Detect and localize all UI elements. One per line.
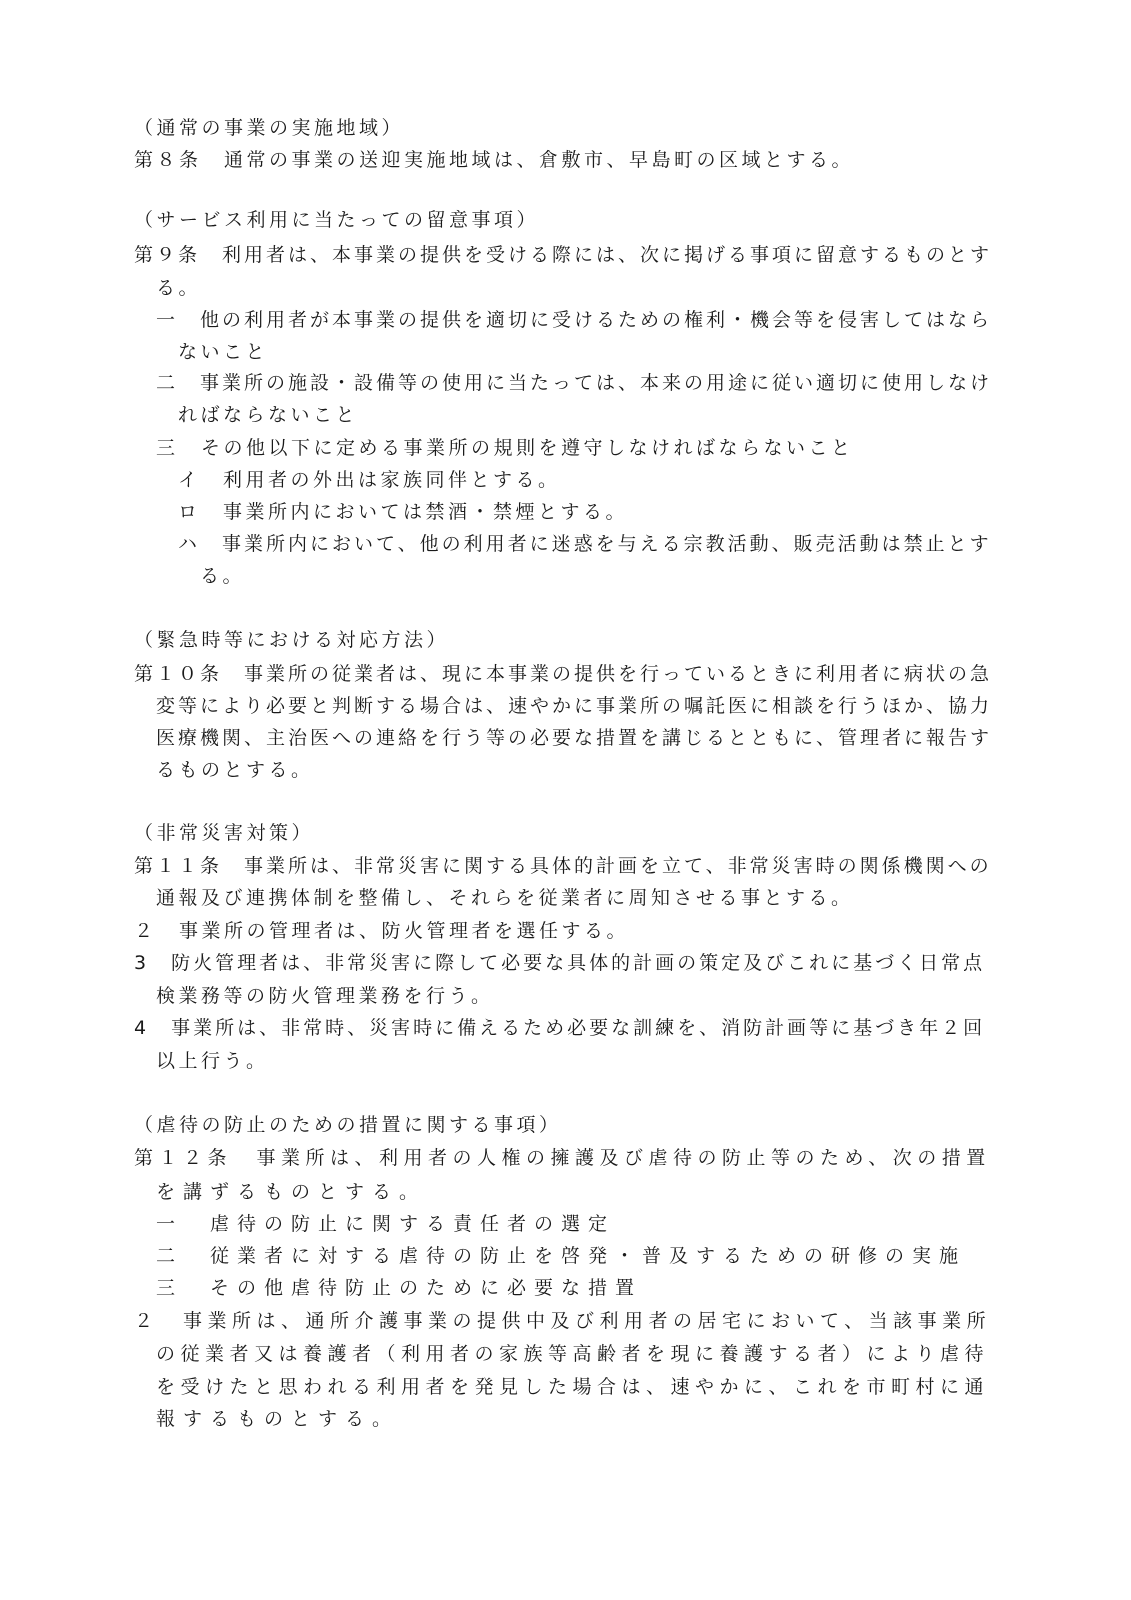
article-9-item-3: 三 その他以下に定める事業所の規則を遵守しなければならないこと xyxy=(156,437,854,459)
article-11-para-2: ２ 事業所の管理者は、防火管理者を選任する。 xyxy=(134,920,630,942)
article-10-text-cont-2: 医療機関、主治医への連絡を行う等の必要な措置を講じるとともに、管理者に報告す xyxy=(156,727,993,749)
article-9-item-2-cont: ればならないこと xyxy=(178,404,359,426)
article-10-text: 第１０条 事業所の従業者は、現に本事業の提供を行っているときに利用者に病状の急 xyxy=(134,663,993,685)
article-12-item-3: 三 その他虐待防止のために必要な措置 xyxy=(156,1277,643,1299)
article-12-text: 第１２条 事業所は、利用者の人権の擁護及び虐待の防止等のため、次の措置 xyxy=(134,1147,991,1169)
article-9-item-1-cont: ないこと xyxy=(178,341,269,363)
article-11-para-4: 4 事業所は、非常時、災害時に備えるため必要な訓練を、消防計画等に基づき年２回 xyxy=(134,1017,986,1039)
article-9-text-cont: る。 xyxy=(156,277,202,299)
article-9-item-1: 一 他の利用者が本事業の提供を適切に受けるための権利・機会等を侵害してはなら xyxy=(156,309,993,331)
article-9-text: 第９条 利用者は、本事業の提供を受ける際には、次に掲げる事項に留意するものとす xyxy=(134,244,993,266)
article-9-subitem-ha-cont: る。 xyxy=(200,565,246,587)
article-9-item-2: 二 事業所の施設・設備等の使用に当たっては、本来の用途に従い適切に使用しなけ xyxy=(156,372,993,394)
article-12-text-cont: を講ずるものとする。 xyxy=(156,1181,427,1203)
article-9-subitem-i: イ 利用者の外出は家族同伴とする。 xyxy=(178,469,561,491)
article-8-heading: （通常の事業の実施地域） xyxy=(134,117,405,139)
article-10-heading: （緊急時等における対応方法） xyxy=(134,629,450,651)
article-12-para-2-cont-1: の従業者又は養護者（利用者の家族等高齢者を現に養護する者）により虐待 xyxy=(156,1343,990,1365)
article-12-heading: （虐待の防止のための措置に関する事項） xyxy=(134,1114,562,1136)
article-10-text-cont-1: 変等により必要と判断する場合は、速やかに事業所の嘱託医に相談を行うほか、協力 xyxy=(156,695,993,717)
article-11-para-3: 3 防火管理者は、非常災害に際して必要な具体的計画の策定及びこれに基づく日常点 xyxy=(134,952,986,974)
article-10-text-cont-3: るものとする。 xyxy=(156,759,314,781)
article-12-item-1: 一 虐待の防止に関する責任者の選定 xyxy=(156,1213,616,1235)
article-12-item-2: 二 従業者に対する虐待の防止を啓発・普及するための研修の実施 xyxy=(156,1245,967,1267)
article-12-para-2-cont-2: を受けたと思われる利用者を発見した場合は、速やかに、これを市町村に通 xyxy=(156,1376,990,1398)
article-8-text: 第８条 通常の事業の送迎実施地域は、倉敷市、早島町の区域とする。 xyxy=(134,149,855,171)
article-11-heading: （非常災害対策） xyxy=(134,822,315,844)
article-12-para-2: ２ 事業所は、通所介護事業の提供中及び利用者の居宅において、当該事業所 xyxy=(134,1310,992,1332)
article-9-subitem-ro: ロ 事業所内においては禁酒・禁煙とする。 xyxy=(178,501,629,523)
article-9-subitem-ha: ハ 事業所内において、他の利用者に迷惑を与える宗教活動、販売活動は禁止とす xyxy=(178,533,992,555)
article-11-text-cont: 通報及び連携体制を整備し、それらを従業者に周知させる事とする。 xyxy=(156,887,854,909)
article-11-text: 第１１条 事業所は、非常災害に関する具体的計画を立て、非常災害時の関係機関への xyxy=(134,855,992,877)
article-12-para-2-cont-3: 報するものとする。 xyxy=(156,1408,400,1430)
article-9-heading: （サービス利用に当たっての留意事項） xyxy=(134,209,540,231)
article-11-para-4-cont: 以上行う。 xyxy=(156,1050,269,1072)
article-11-para-3-cont: 検業務等の防火管理業務を行う。 xyxy=(156,985,494,1007)
